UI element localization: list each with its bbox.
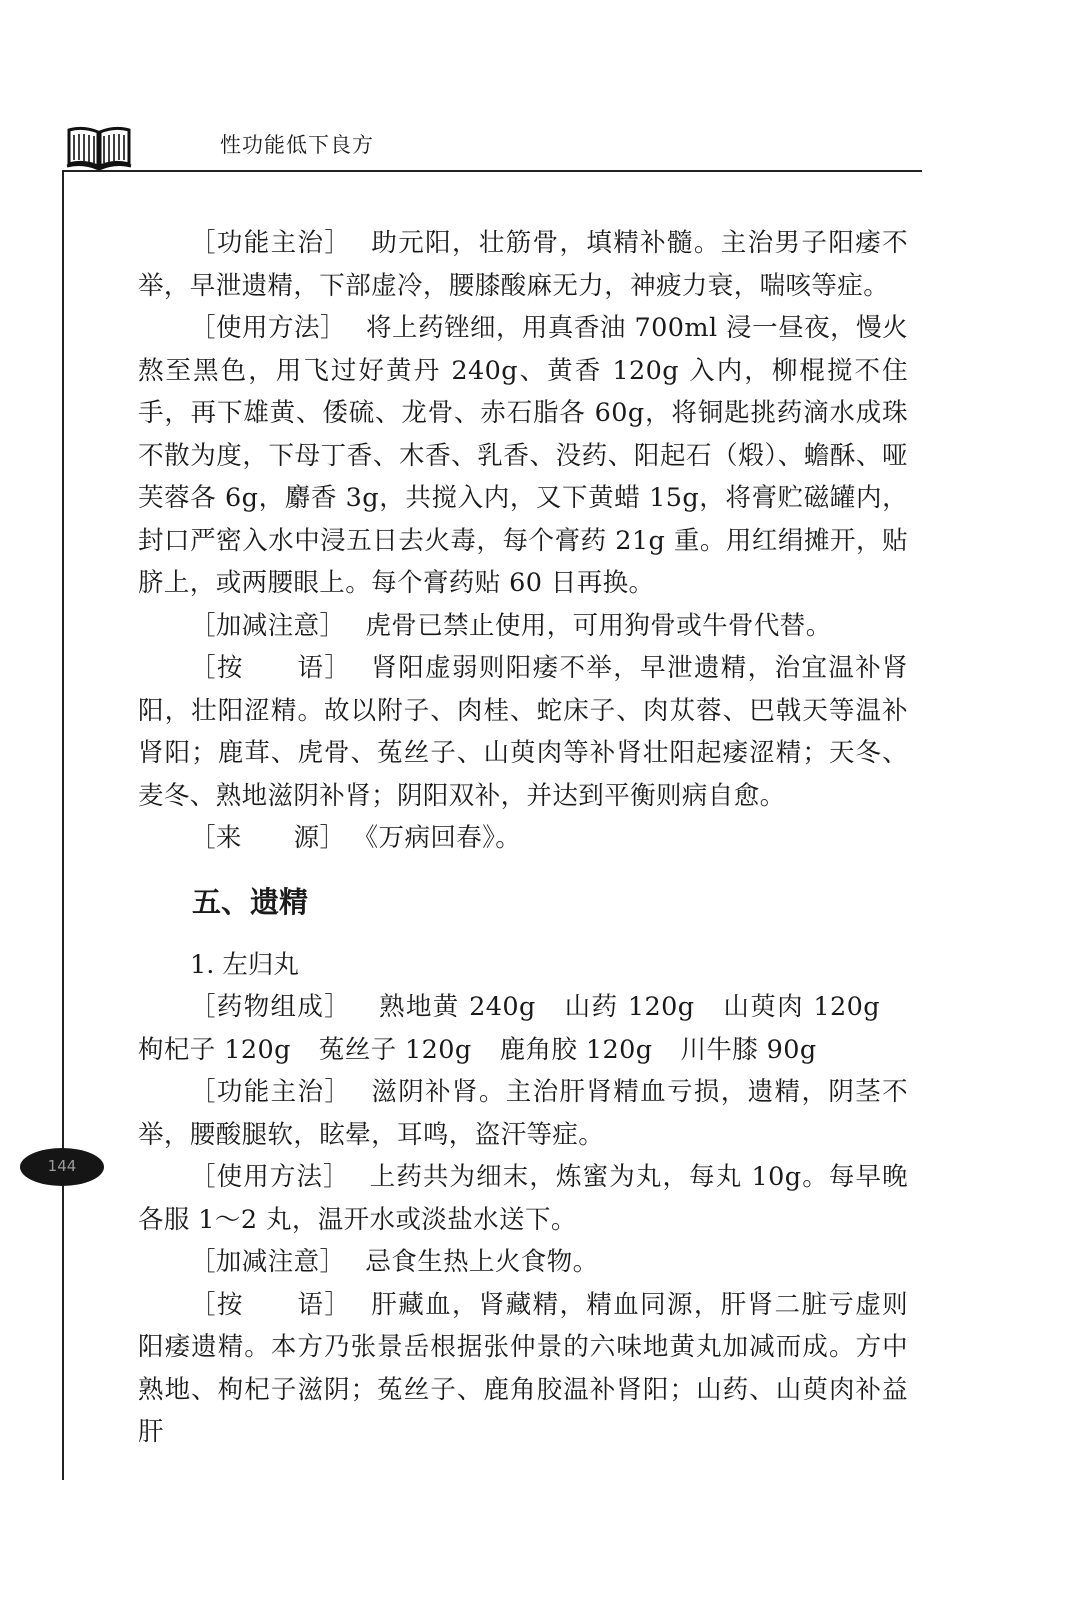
paragraph-text: 肝藏血，肾藏精，精血同源，肝肾二脏亏虚则阳痿遗精。本方乃张景岳根据张仲景的六味地黄丸加减而成。方中熟地、枸杞子滋阴；菟丝子、鹿角胶温补肾阳；山药、山萸肉补益肝	[138, 1289, 908, 1447]
paragraph-function-indication	[138, 1071, 908, 1156]
formula-title: 1. 左归丸	[190, 949, 299, 980]
paragraph-usage-method	[138, 1156, 908, 1241]
paragraph-modification-notes	[138, 1241, 908, 1284]
section-label: ［加减注意］	[190, 610, 346, 641]
ingredient-item: 山药 120g	[563, 992, 695, 1022]
section-label: ［使用方法］	[190, 1162, 350, 1192]
section-label: ［来 源］	[190, 823, 346, 853]
section-label: ［功能主治］	[190, 1077, 352, 1107]
paragraph-text: 《万病回春》。	[365, 823, 522, 853]
paragraph-text: 滋阴补肾。主治肝肾精血亏损，遗精，阴茎不举，腰酸腿软，眩晕，耳鸣，盗汗等症。	[138, 1077, 908, 1150]
section-label: ［功能主治］	[190, 228, 352, 258]
paragraph-modification-notes	[138, 605, 908, 648]
ingredient-item: 枸杞子 120g	[138, 1034, 291, 1065]
header-rule	[62, 170, 922, 172]
section-label: ［按 语］	[190, 1289, 352, 1320]
section-label: ［按 语］	[190, 653, 352, 683]
paragraph-source	[138, 817, 908, 860]
paragraph-text: 虎骨已禁止使用，可用狗骨或牛骨代替。	[365, 610, 832, 641]
ingredient-item: 山萸肉 120g	[722, 992, 880, 1022]
paragraph-text: 忌食生热上火食物。	[365, 1247, 599, 1277]
page-number: 144	[47, 1157, 77, 1175]
paragraph-ingredients	[138, 986, 908, 1071]
paragraph-text: 上药共为细末，炼蜜为丸，每丸 10g。每早晚各服 1～2 丸，温开水或淡盐水送下。	[138, 1162, 908, 1235]
paragraph-text: 将上药锉细，用真香油 700ml 浸一昼夜，慢火熬至黑色，用飞过好黄丹 240g、黄香 120g 入内，柳棍搅不住手，再下雄黄、倭硫、龙骨、赤石脂各 60g，将铜匙挑药滴水成珠不散为度，下母丁香、木香、乳香、没药、阳起石（煅）、蟾酥、哑芙蓉各 6g，麝香 3g，共搅入内，又下黄蜡 15g，将膏贮磁罐内，封口严密入水中浸五日去火毒，每个膏药 21g 重。用红绢摊开，贴脐上，或两腰眼上。每个膏药贴 60 日再换。	[138, 313, 908, 598]
paragraph-commentary	[138, 1284, 908, 1454]
book-icon	[66, 126, 132, 174]
paragraph-usage-method	[138, 307, 908, 605]
ingredient-item: 川牛膝 90g	[680, 1034, 817, 1065]
paragraph-text: 肾阳虚弱则阳痿不举，早泄遗精，治宜温补肾阳，壮阳涩精。故以附子、肉桂、蛇床子、肉苁蓉、巴戟天等温补肾阳；鹿茸、虎骨、菟丝子、山萸肉等补肾壮阳起痿涩精；天冬、麦冬、熟地滋阴补肾；阴阳双补，并达到平衡则病自愈。	[138, 653, 908, 811]
ingredient-item: 鹿角胶 120g	[499, 1034, 653, 1065]
side-rule	[62, 170, 64, 1480]
ingredient-item: 熟地黄 240g	[379, 992, 536, 1022]
page-content	[138, 222, 908, 1454]
paragraph-text: 助元阳，壮筋骨，填精补髓。主治男子阳痿不举，早泄遗精，下部虚冷，腰膝酸麻无力，神疲力衰，喘咳等症。	[138, 228, 908, 301]
section-heading: 五、遗精	[192, 884, 309, 919]
paragraph-function-indication	[138, 222, 908, 307]
section-label: ［使用方法］	[190, 313, 346, 343]
section-label: ［加减注意］	[190, 1247, 346, 1277]
ingredient-item: 菟丝子 120g	[318, 1034, 472, 1065]
section-label: ［药物组成］	[190, 992, 352, 1022]
paragraph-commentary	[138, 647, 908, 817]
page-number-tab	[20, 1148, 104, 1186]
running-header-title: 性功能低下良方	[220, 133, 374, 157]
